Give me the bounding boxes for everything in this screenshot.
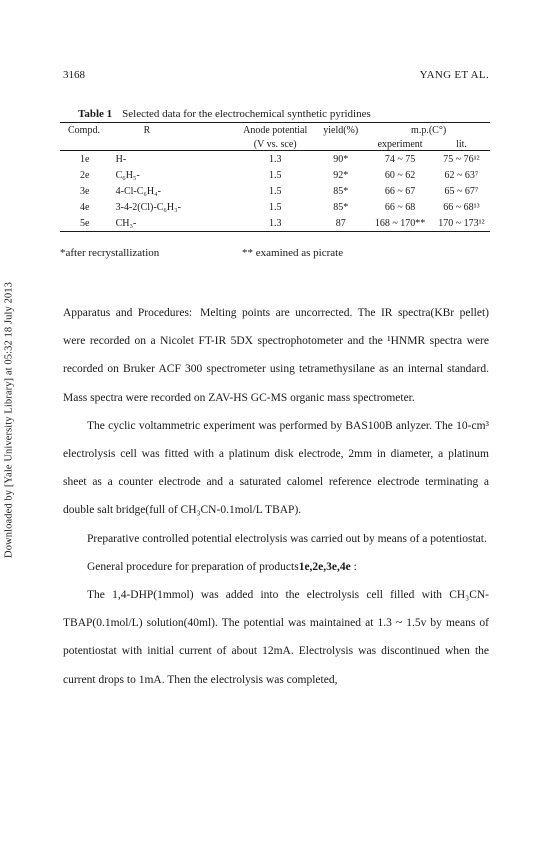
table-caption: Selected data for the electrochemical synthetic pyridines — [122, 108, 371, 120]
page-number: 3168 — [63, 69, 85, 81]
paragraph-apparatus — [63, 299, 489, 412]
cell-yield: 87 — [314, 215, 367, 232]
table-row — [60, 215, 490, 232]
cell-lit: 62 ~ 63⁷ — [444, 169, 479, 181]
cell-exp: 74 ~ 75 — [384, 153, 416, 165]
col-mp: m.p.(C°) — [367, 123, 490, 139]
download-watermark-text: Downloaded by [Yale University Library] at 05:32 18 July 2013 — [3, 282, 15, 558]
cell-compd: 4e — [80, 201, 90, 213]
cell-compd: 3e — [80, 185, 90, 197]
general-procedure-products: 1e,2e,3e,4e — [298, 560, 351, 573]
cell-anode: 1.3 — [268, 153, 282, 165]
cell-compd: 2e — [80, 169, 90, 181]
cell-r: 3-4-2(Cl)-C₆H₃- — [115, 201, 181, 213]
col-lit: lit. — [433, 138, 490, 151]
cell-lit: 66 ~ 68¹³ — [443, 201, 480, 213]
cell-lit: 75 ~ 76¹² — [443, 153, 480, 165]
cell-exp: 60 ~ 62 — [384, 169, 416, 181]
table-subheader-row — [60, 138, 490, 151]
cell-lit: 170 ~ 173¹² — [433, 215, 490, 232]
cell-exp: 66 ~ 67 — [384, 185, 416, 197]
table-row — [60, 183, 490, 199]
paragraph-cyclic-voltammetry: The cyclic voltammetric experiment was performed by BAS100B anlyzer. The 10-cm³ electrolysis cell was fitted with a platinum disk electrode, 2mm in diameter, a platinum sheet as a counter electrode and a saturated calomel reference electrode terminating a double salt bridge(full of CH₃CN-0.1mol/L TBAP). — [63, 419, 489, 517]
col-experiment: experiment — [367, 138, 433, 151]
cell-r: CH₃- — [116, 215, 237, 232]
col-compd: Compd. — [60, 123, 116, 139]
cell-yield: 85* — [333, 185, 349, 197]
apparatus-heading: Apparatus and Procedures: — [63, 307, 193, 319]
cell-exp: 66 ~ 68 — [384, 201, 416, 213]
paragraph-general-procedure — [63, 553, 489, 581]
download-watermark — [2, 210, 16, 630]
paragraph-procedure-details: The 1,4-DHP(1mmol) was added into the electrolysis cell filled with CH₃CN-TBAP(0.1mol/L) solution(40ml). The potential was maintained at 1.3 ~ 1.5v by means of potentiostat with initial current of about 12mA. Electrolysis was discontinued when the current drops to 1mA. Then the electrolysis was completed, — [63, 589, 489, 686]
general-procedure-end: : — [350, 560, 357, 573]
cell-anode: 1.5 — [268, 185, 282, 197]
running-head: YANG ET AL. — [419, 69, 489, 81]
cell-r: H- — [115, 153, 127, 165]
cell-r: 4-Cl-C₆H₄- — [115, 185, 161, 197]
cell-compd: 1e — [80, 153, 90, 165]
cell-yield: 85* — [333, 201, 349, 213]
col-r: R — [116, 123, 237, 139]
table-footnote-recrystallization: *after recrystallization — [60, 247, 160, 259]
col-anode: Anode potential — [236, 123, 314, 139]
cell-anode: 1.5 — [268, 201, 282, 213]
table-header-row — [60, 123, 490, 139]
table-label: Table 1 — [78, 108, 113, 120]
cell-yield: 90* — [333, 153, 349, 165]
cell-anode: 1.3 — [236, 215, 314, 232]
table-row — [60, 199, 490, 215]
cell-r: C₆H₅- — [115, 169, 140, 181]
paragraph-preparative-electrolysis: Preparative controlled potential electrolysis was carried out by means of a potentiostat. — [87, 532, 487, 545]
cell-lit: 65 ~ 67⁷ — [444, 185, 479, 197]
table-row — [60, 151, 490, 168]
col-anode-unit: (V vs. sce) — [236, 138, 314, 151]
table-footnote-picrate: ** examined as picrate — [242, 247, 344, 259]
body-text — [63, 299, 489, 694]
data-table — [60, 122, 490, 232]
general-procedure-text: General procedure for preparation of products — [87, 560, 299, 573]
cell-yield: 92* — [333, 169, 349, 181]
apparatus-text: Melting points are uncorrected. The IR spectra(KBr pellet) were recorded on a Nicolet FT-IR 5DX spectrophotometer and the ¹HNMR spectra were recorded on Bruker ACF 300 spectrometer using tetramethysilane as an internal standard. Mass spectra were recorded on ZAV-HS GC-MS organic mass spectrometer. — [63, 307, 489, 404]
col-yield: yield(%) — [314, 123, 367, 139]
table-row — [60, 167, 490, 183]
cell-anode: 1.5 — [268, 169, 282, 181]
cell-exp: 168 ~ 170** — [367, 215, 433, 232]
cell-compd: 5e — [60, 215, 116, 232]
table-title — [78, 108, 498, 120]
